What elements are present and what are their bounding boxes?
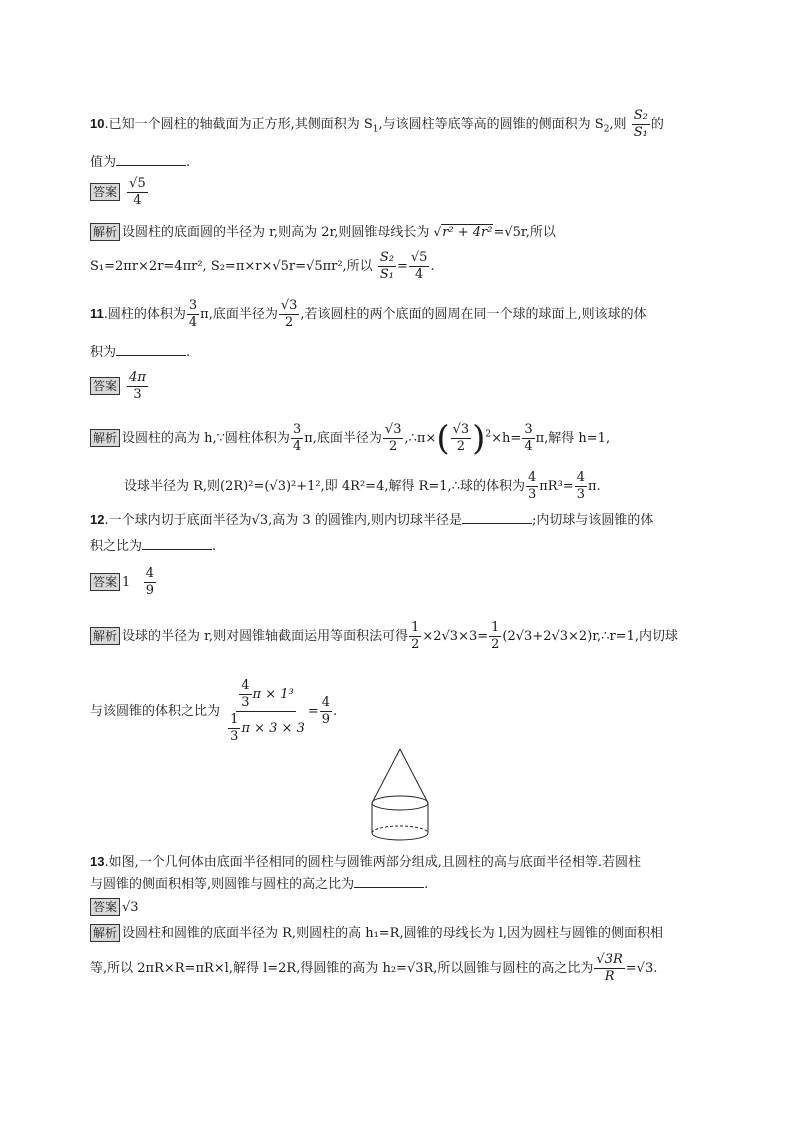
fraction: $\frac{4}{9}$ — [321, 695, 331, 727]
fraction: $\frac{\text{S₂}}{\text{S₁}}$ — [633, 108, 648, 140]
analysis-text: π. — [587, 479, 601, 494]
question-text: 的 — [650, 117, 664, 132]
analysis-text: π,底面半径为 — [304, 431, 382, 446]
fraction: $\frac{√3}{2}$ — [280, 298, 298, 330]
question-number: 13 — [90, 854, 105, 869]
fraction: $\frac{√3R}{R}$ — [596, 952, 623, 984]
analysis-text: ,∴π× — [404, 431, 437, 446]
fraction: $\frac{4}{3}$ — [576, 470, 585, 502]
analysis-text: 与该圆锥的体积之比为 — [90, 704, 221, 719]
fraction: $\frac{4\pi}{3}$ — [129, 370, 146, 402]
question-text: .一个球内切于底面半径为√3,高为 3 的圆锥内,则内切球半径是 — [104, 513, 462, 528]
answer-blank — [142, 536, 212, 550]
analysis-text: =√3. — [625, 961, 658, 976]
answer-value: √3 — [122, 900, 139, 915]
analysis-13-line2 — [90, 952, 657, 985]
analysis-text: 设圆柱和圆锥的底面半径为 R,则圆柱的高 h₁=R,圆锥的母线长为 l,因为圆柱与圆锥的侧面积相 — [122, 926, 664, 941]
analysis-13-line1 — [90, 924, 663, 944]
compound-fraction: $\frac{4}{3}$ π × 1³ $\frac{1}{3}$ π × 3 × 3 — [230, 678, 305, 744]
fraction: $\frac{1}{2}$ — [411, 620, 420, 652]
analysis-11-line2 — [124, 470, 601, 503]
analysis-text: 设球半径为 R,则(2R)²=(√3)²+1²,即 4R²=4,解得 R=1,∴球的体积为 — [124, 479, 525, 494]
analysis-text: πR³= — [539, 479, 574, 494]
question-text: ,与该圆柱等底等高的圆锥的侧面积为 S — [378, 117, 604, 132]
analysis-label: 解析 — [90, 429, 120, 447]
answer-10 — [90, 176, 149, 209]
answer-label: 答案 — [90, 898, 120, 916]
question-text: π,底面半径为 — [200, 307, 278, 322]
fraction: $\frac{3}{4}$ — [524, 422, 533, 454]
answer-blank — [462, 510, 532, 524]
answer-11 — [90, 370, 149, 403]
fraction: $\frac{3}{4}$ — [292, 422, 302, 454]
analysis-text: ×h= — [491, 431, 522, 446]
question-number: 11 — [90, 306, 104, 321]
analysis-text: ×2√3×3= — [422, 629, 489, 644]
analysis-text: 设圆柱的底面圆的半径为 r,则高为 2r,则圆锥母线长为 — [122, 225, 430, 240]
fraction: $\frac{4}{3}$ — [527, 470, 537, 502]
question-text: ,若该圆柱的两个底面的圆周在同一个球的球面上,则该球的体 — [300, 307, 647, 322]
analysis-text: π,解得 h=1, — [535, 431, 611, 446]
fraction: $\frac{√3}{2}$ — [452, 422, 470, 454]
question-11-line2: 积为 . — [90, 342, 190, 363]
analysis-12-line1 — [90, 620, 678, 653]
fraction: $\frac{√3}{2}$ — [384, 422, 402, 454]
analysis-text: 等,所以 2πR×R=πR×l,解得 l=2R,得圆锥的高为 h₂=√3R,所以圆锥与圆柱的高之比为 — [90, 961, 594, 976]
answer-12 — [90, 566, 157, 599]
question-text: 积之比为 — [90, 539, 143, 554]
question-12 — [90, 510, 653, 531]
analysis-text: 设圆柱的高为 h,∵圆柱体积为 — [122, 431, 290, 446]
answer-blank — [354, 874, 424, 888]
question-text: .已知一个圆柱的轴截面为正方形,其侧面积为 S — [104, 117, 373, 132]
question-text: .圆柱的体积为 — [103, 307, 186, 322]
analysis-label: 解析 — [90, 924, 120, 942]
cone-cylinder-figure — [350, 745, 450, 845]
analysis-11-line1: 解析 设圆柱的高为 h,∵圆柱体积为 $\frac{3}{4}$ π,底面半径为 $\frac{√3}{2}$ ,∴π×( $\frac{√3}{2}$ )$^2$×h= $\frac{3}{4}$ π,解得 h=1, — [90, 422, 610, 455]
question-11 — [90, 298, 647, 331]
question-text: ,则 — [609, 117, 627, 132]
analysis-12-line2: 与该圆锥的体积之比为 $\frac{4}{3}$ π × 1³ $\frac{1}{3}$ π × 3 × 3 = $\frac{4}{9}$ . — [90, 678, 338, 744]
fraction: $\frac{√5}{4}$ — [129, 176, 146, 208]
sqrt-expression: √r² + 4r² — [433, 225, 493, 240]
answer-blank — [116, 152, 186, 166]
question-number: 10 — [90, 116, 105, 131]
analysis-text: (2√3+2√3×2)r,∴r=1,内切球 — [502, 629, 678, 644]
question-12-line2: 积之比为 . — [90, 536, 216, 557]
question-13-line2: 与圆锥的侧面积相等,则圆锥与圆柱的高之比为 . — [90, 874, 428, 895]
question-10-line2: 值为 . — [90, 152, 190, 173]
answer-blank — [116, 342, 186, 356]
question-number: 12 — [90, 512, 105, 527]
analysis-10-line1 — [90, 222, 556, 243]
answer-label: 答案 — [90, 573, 120, 591]
answer-value: 1 — [122, 575, 131, 590]
question-text: 与圆锥的侧面积相等,则圆锥与圆柱的高之比为 — [90, 877, 355, 892]
fraction: $\frac{3}{4}$ — [188, 298, 198, 330]
analysis-10-line2: S₁=2πr×2r=4πr², S₂=π×r×√5r=√5πr²,所以 $\frac{\text{S₂}}{\text{S₁}}$ = $\frac{√5}{4}$ . — [90, 250, 435, 282]
question-10: 10.已知一个圆柱的轴截面为正方形,其侧面积为 $S_1$,与该圆柱等底等高的圆锥的侧面积为 $S_2$,则 $\frac{\text{S₂}}{\text{S₁}}$ 的 — [90, 108, 664, 140]
fraction: $\frac{\text{S₂}}{\text{S₁}}$ — [379, 250, 394, 282]
answer-label: 答案 — [90, 377, 120, 395]
fraction: $\frac{4}{9}$ — [145, 566, 154, 598]
question-text: 积为 — [90, 345, 117, 360]
analysis-text: S₁=2πr×2r=4πr², S₂=π×r×√5r=√5πr²,所以 — [90, 259, 373, 274]
fraction: $\frac{1}{2}$ — [491, 620, 500, 652]
analysis-text: 设球的半径为 r,则对圆锥轴截面运用等面积法可得 — [122, 629, 409, 644]
fraction: $\frac{√5}{4}$ — [410, 250, 428, 282]
analysis-label: 解析 — [90, 223, 120, 241]
analysis-text: =√5r,所以 — [493, 225, 556, 240]
analysis-label: 解析 — [90, 627, 120, 645]
question-text: 值为 — [90, 155, 117, 170]
answer-13 — [90, 898, 139, 918]
question-13 — [90, 852, 641, 873]
question-text: .如图,一个几何体由底面半径相同的圆柱与圆锥两部分组成,且圆柱的高与底面半径相等.若圆柱 — [104, 855, 641, 870]
answer-label: 答案 — [90, 183, 120, 201]
question-text: ;内切球与该圆锥的体 — [531, 513, 654, 528]
